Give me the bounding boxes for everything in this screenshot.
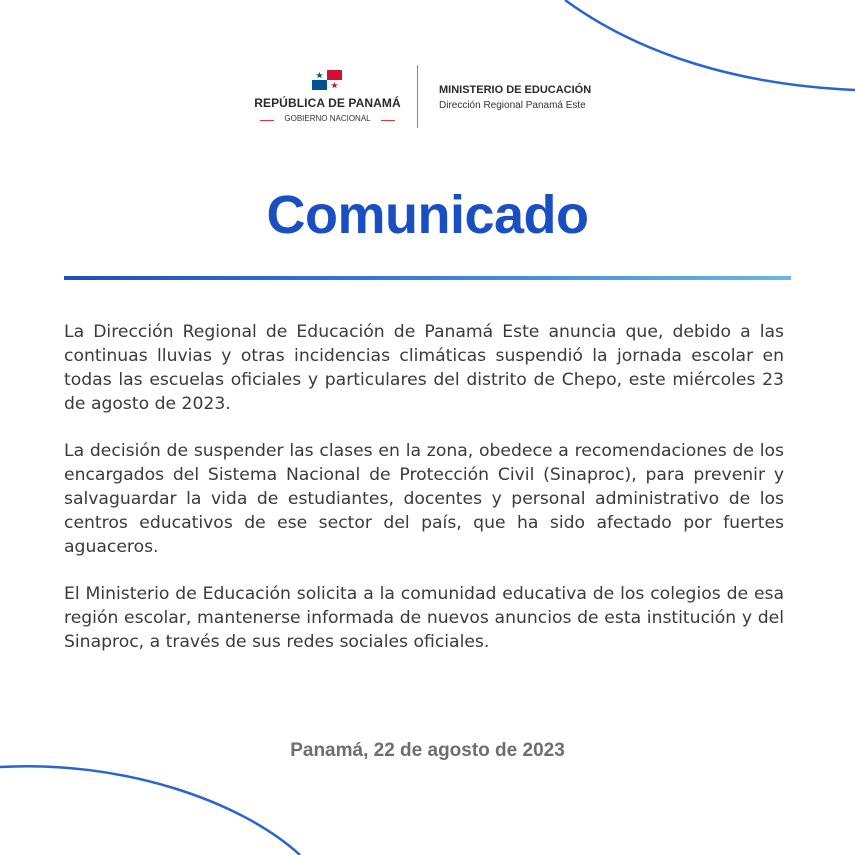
government-title: REPÚBLICA DE PANAMÁ [254, 96, 401, 110]
government-subtitle: GOBIERNO NACIONAL [284, 114, 371, 123]
date-line: Panamá, 22 de agosto de 2023 [290, 740, 565, 761]
ministry-title: MINISTERIO DE EDUCACIÓN [439, 84, 592, 96]
title-underline [64, 276, 791, 280]
panama-flag-icon [312, 70, 342, 90]
header-divider [417, 65, 418, 128]
paragraph-1: La Dirección Regional de Educación de Panamá Este anuncia que, debido a las continuas lluvias y otras incidencias climáticas suspendió la jornada escolar en todas las escuelas oficiales y particulares del distrito de Chepo, este miércoles 23 de agosto de 2023. [64, 322, 784, 414]
bottom-left-curve [0, 766, 300, 855]
paragraph-2: La decisión de suspender las clases en la zona, obedece a recomendaciones de los encargados del Sistema Nacional de Protección Civil (Sinaproc), para prevenir y salvaguardar la vida de estudiantes, docentes y personal administrativo de los centros educativos de ese sector del país, que ha sido afectado por fuertes aguaceros. [64, 441, 784, 557]
red-rule-right [381, 120, 395, 121]
paragraph-3: El Ministerio de Educación solicita a la comunidad educativa de los colegios de esa región escolar, mantenerse informada de nuevos anuncios de esta institución y del Sinaproc, a través de sus redes sociales oficiales. [64, 584, 784, 652]
red-rule-left [260, 120, 274, 121]
ministry-subtitle: Dirección Regional Panamá Este [439, 100, 586, 111]
communique-body [64, 320, 784, 677]
page-title: Comunicado [266, 185, 589, 245]
letterhead [0, 60, 855, 135]
government-subtitle-row [260, 114, 395, 126]
